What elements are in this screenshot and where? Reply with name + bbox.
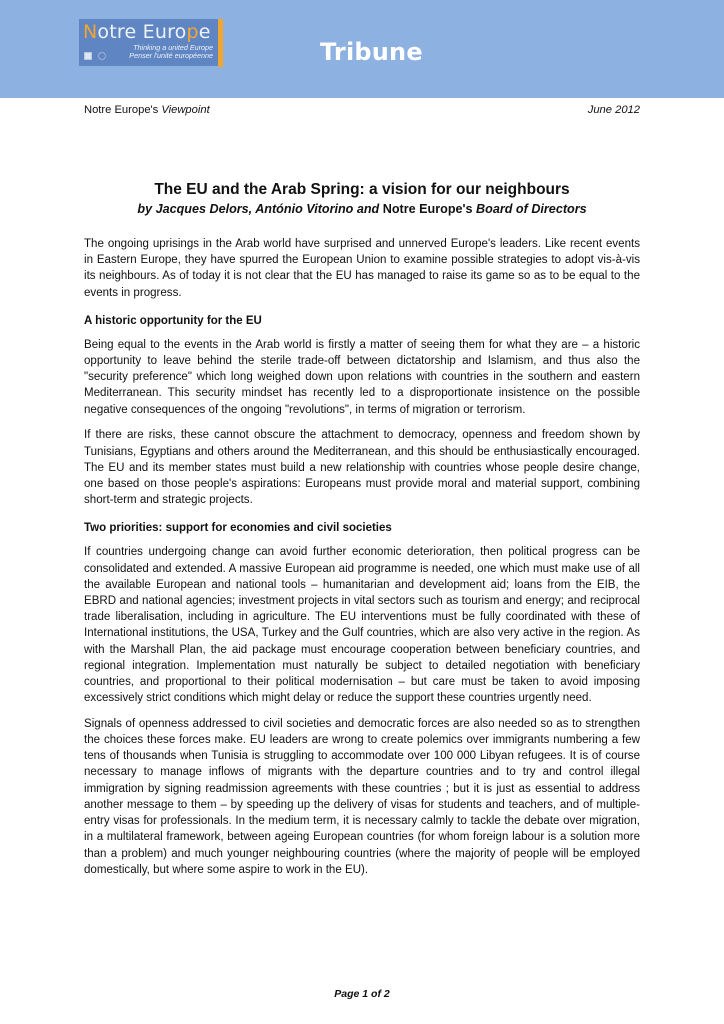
article-byline	[0, 202, 724, 216]
byline-authors: by Jacques Delors, António Vitorino and	[137, 202, 380, 216]
article-body	[84, 236, 640, 887]
byline-board: Board of Directors	[476, 202, 587, 216]
banner-title: Tribune	[320, 38, 423, 66]
section-heading: Two priorities: support for economies and civil societies	[84, 522, 392, 535]
publication-date: June 2012	[587, 104, 640, 116]
logo-letter-p: p	[186, 21, 199, 43]
logo-tagline-fr: Penser l'unité européenne	[129, 51, 213, 60]
logo-text: otre Euro	[97, 21, 187, 43]
publisher-name: Notre Europe's	[84, 104, 159, 116]
header-banner	[0, 0, 724, 98]
article-title: The EU and the Arab Spring: a vision for our neighbours	[154, 181, 570, 198]
logo-flag-icon	[84, 52, 92, 60]
body-paragraph: Signals of openness addressed to civil societies and democratic forces are also needed so as to strengthen the choices these forces make. EU leaders are wrong to create polemics over immigrants numbering a few tens of thousands when Tunisia is struggling to accommodate over 100 000 Libyan refugees. It is of course necessary to manage inflows of migrants with the departure countries and to try and control illegal immigration by signing readmission agreements with these countries ; but it is just as essential to address another message to them – by speeding up the delivery of visas for students and teachers, and of multiple-entry visas for professionals. In the medium term, it is necessary calmly to tackle the debate over migration, in a multilateral framework, between ageing European countries (for whom foreign labour is a solution more than a problem) and much younger neighbouring countries (where the majority of people will be employed domestically, but where some aspire to work in the EU).	[84, 717, 640, 876]
series-name: Viewpoint	[161, 104, 210, 116]
logo-tagline	[129, 44, 213, 60]
logo-circle-icon	[98, 52, 106, 60]
section-heading: A historic opportunity for the EU	[84, 314, 262, 327]
logo-accent-bar	[218, 19, 223, 67]
logo-tagline-en: Thinking a united Europe	[133, 43, 213, 52]
body-paragraph: If countries undergoing change can avoid further economic deterioration, then political progress can be consolidated and extended. A massive European aid programme is needed, one which must make use of all the available European and national tools – humanitarian and development aid; loans from the EIB, the EBRD and national agencies; investment projects in vital sectors such as tourism and energy; and reciprocal trade liberalisation, including in agriculture. The EU interventions must be fully coordinated with these of International institutions, the USA, Turkey and the Gulf countries, which are also very active in the region. As with the Marshall Plan, the aid package must encourage cooperation between beneficiary countries, and regional integration. Implementation must naturally be subject to detailed negotiation with beneficiary countries, and proportional to their political modernisation – but care must be taken to avoid imposing excessively strict conditions which might delay or reduce the support these countries urgently need.	[84, 546, 640, 705]
logo-letter-n: N	[83, 21, 98, 43]
intro-paragraph: The ongoing uprisings in the Arab world have surprised and unnerved Europe's leaders. Like recent events in Eastern Europe, they have spurred the European Union to examine possible strategies to adopt vis-à-vis its neighbours. As of today it is not clear that the EU has managed to raise its game so as to be equal to the events in progress.	[84, 238, 640, 299]
page-number: Page 1 of 2	[334, 988, 390, 1000]
logo-wordmark	[83, 21, 211, 43]
body-paragraph: Being equal to the events in the Arab world is firstly a matter of seeing them for what they are – a historic opportunity to leave behind the sterile trade-off between dictatorship and Islamism, and thus also the "security preference" which long weighed down upon relations with countries in the southern and eastern Mediterranean. This security mindset has recently led to a disproportionate insistence on the possible negative consequences of the ongoing "revolutions", in terms of migration or terrorism.	[84, 338, 640, 416]
publication-series	[84, 104, 210, 116]
byline-org: Notre Europe's	[382, 202, 473, 216]
body-paragraph: If there are risks, these cannot obscure the attachment to democracy, openness and freedom shown by Tunisians, Egyptians and others around the Mediterranean, and this should be enthusiastically encouraged. The EU and its member states must build a new relationship with countries whose people desire change, one based on those people's aspirations: Europeans must provide moral and material support, combining short-term and strategic projects.	[84, 429, 640, 507]
logo-text-end: e	[198, 21, 211, 43]
notre-europe-logo	[79, 19, 219, 66]
